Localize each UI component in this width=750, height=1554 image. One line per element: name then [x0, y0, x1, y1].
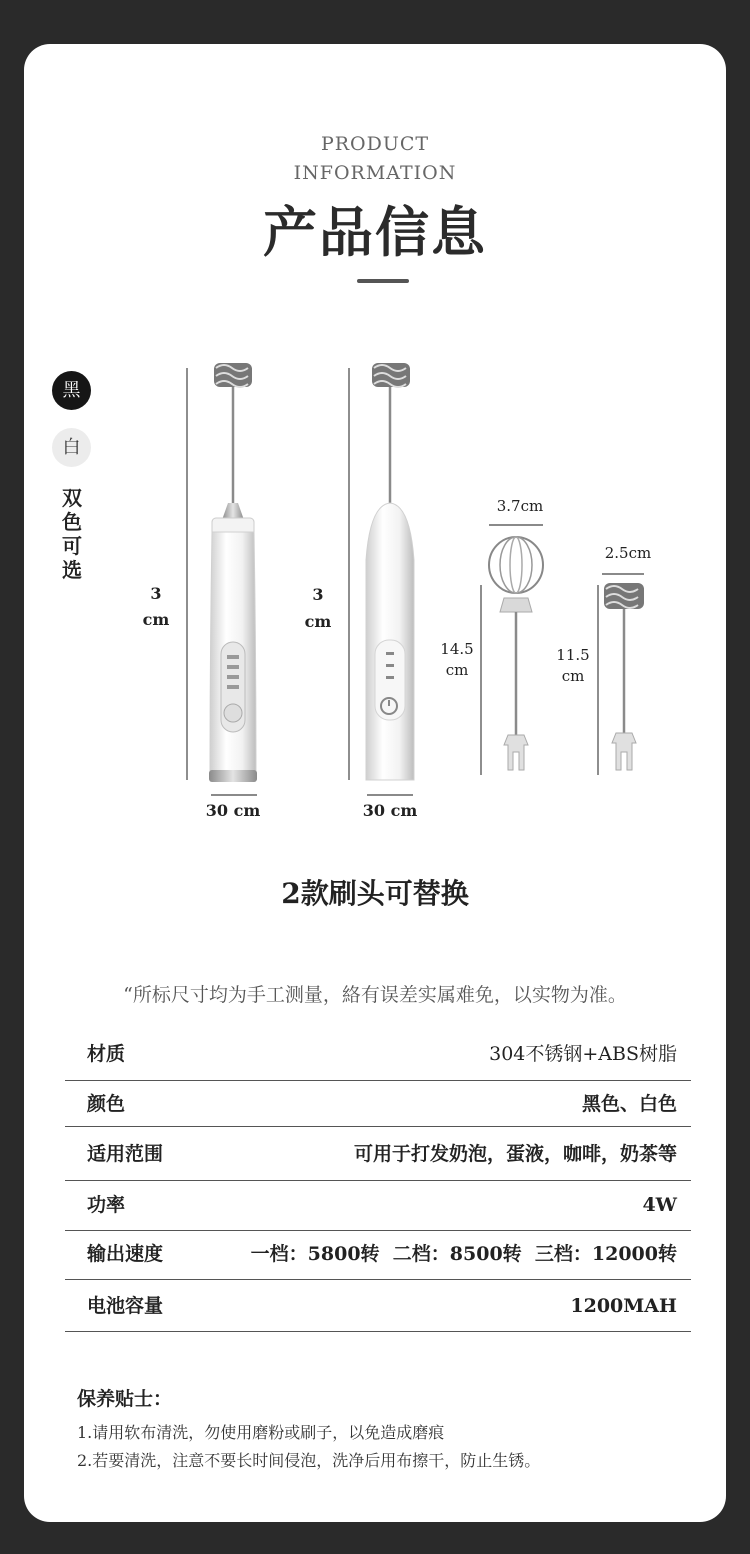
coil-attachment: [598, 574, 644, 775]
spec-divider: [65, 1279, 691, 1280]
attachment-subtitle: 2款刷头可替换: [281, 877, 469, 910]
spec-value: 304不锈钢+ABS树脂: [489, 1043, 677, 1065]
spec-value: 可用于打发奶泡，蛋液，咖啡，奶茶等: [353, 1143, 677, 1165]
spec-row-material: [65, 1030, 691, 1078]
frother1-height-unit: cm: [142, 610, 170, 629]
coil-length-value: 11.5: [556, 646, 590, 664]
frother2-height-unit: cm: [304, 612, 332, 631]
spec-label: 适用范围: [87, 1143, 164, 1165]
spec-value: 1200MAH: [570, 1295, 677, 1317]
header-en-line1: PRODUCT: [320, 133, 430, 155]
page-title: 产品信息: [263, 200, 487, 264]
whisk-width-value: 3.7cm: [496, 497, 544, 515]
frother2-height-value: 3: [312, 585, 324, 604]
care-tip-item: 2.若要清洗，注意不要长时间侵泡，洗净后用布擦干，防止生锈。: [77, 1451, 541, 1470]
spec-divider: [65, 1126, 691, 1127]
spec-row-speed: [65, 1230, 691, 1278]
spec-row-battery: [65, 1282, 691, 1330]
spec-row-power: [65, 1181, 691, 1229]
color-option-note: 双色可选: [62, 486, 82, 582]
spec-row-color: [65, 1080, 691, 1128]
frother1-height-value: 3: [150, 584, 162, 603]
coil-length-unit: cm: [561, 667, 585, 685]
spec-label: 输出速度: [87, 1243, 164, 1265]
spec-row-usage: [65, 1130, 691, 1178]
title-divider: [357, 279, 409, 283]
measurement-note: “所标尺寸均为手工测量，絡有误差实属难免，以实物为准。: [123, 984, 627, 1006]
whisk-length-unit: cm: [445, 661, 469, 679]
whisk-attachment: [481, 525, 543, 775]
color-swatch-black[interactable]: 黑: [52, 371, 91, 410]
header-en-line2: INFORMATION: [293, 162, 457, 184]
care-tip-item: 1.请用软布清洗，勿使用磨粉或刷子，以免造成磨痕: [77, 1423, 445, 1442]
spec-divider: [65, 1331, 691, 1332]
spec-value: 4W: [642, 1194, 677, 1216]
spec-label: 功率: [87, 1194, 126, 1216]
coil-width-value: 2.5cm: [604, 544, 652, 562]
spec-label: 颜色: [87, 1093, 126, 1115]
spec-value: 一档：5800转 二档：8500转 三档：12000转: [250, 1243, 677, 1265]
spec-label: 材质: [87, 1043, 126, 1065]
frother2-width-value: 30 cm: [362, 801, 418, 820]
spec-label: 电池容量: [87, 1295, 164, 1317]
product-illustration: [0, 350, 750, 800]
whisk-length-value: 14.5: [440, 640, 474, 658]
frother1: [209, 363, 257, 782]
care-tips-title: 保养贴士：: [77, 1388, 173, 1410]
spec-value: 黑色、白色: [581, 1093, 677, 1115]
frother1-width-value: 30 cm: [205, 801, 261, 820]
frother2: [366, 363, 414, 780]
color-swatch-white[interactable]: 白: [52, 428, 91, 467]
